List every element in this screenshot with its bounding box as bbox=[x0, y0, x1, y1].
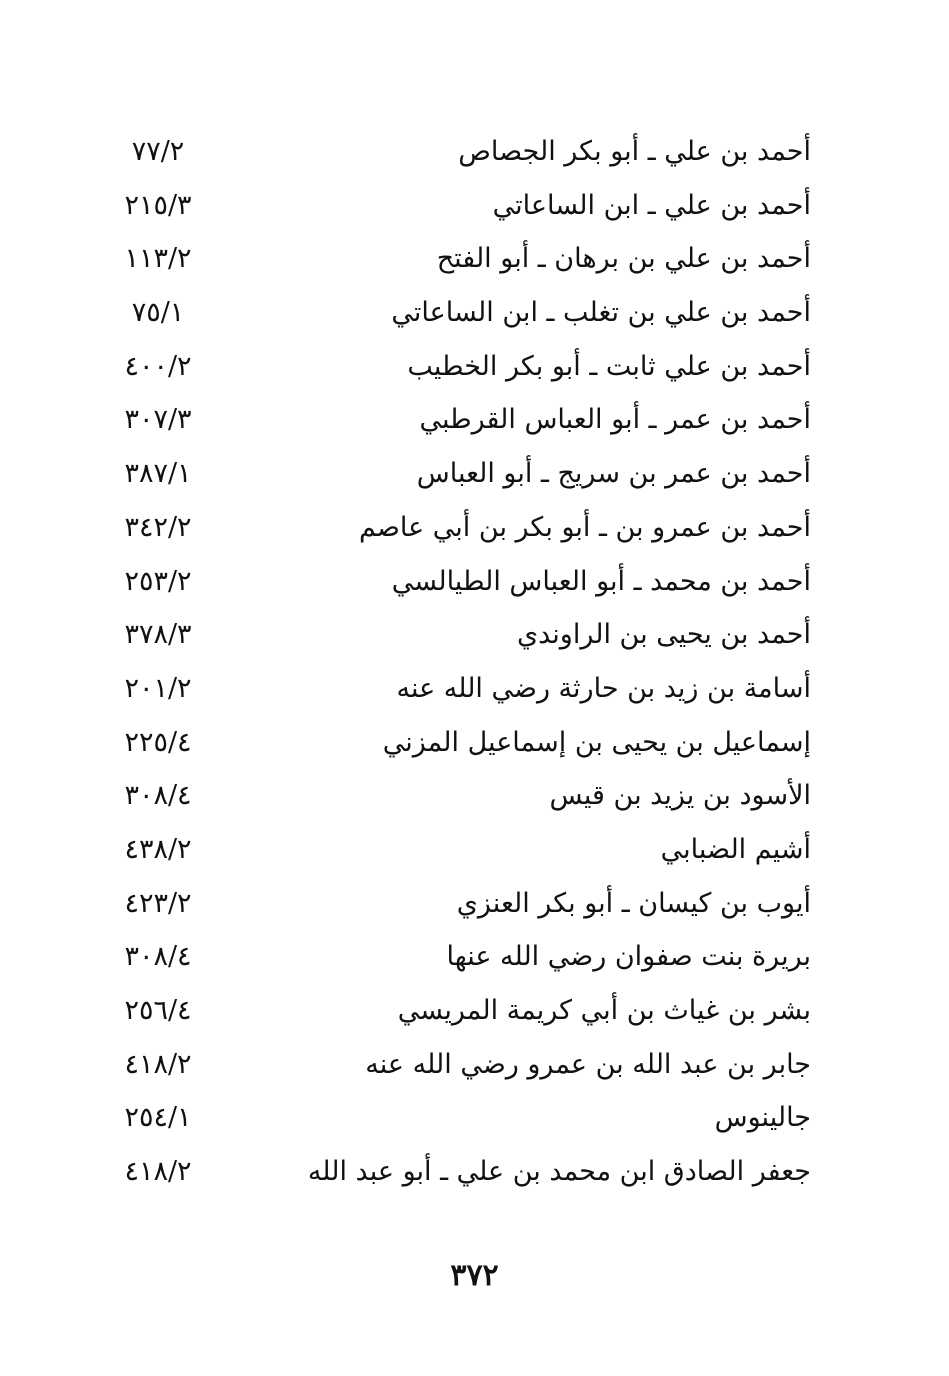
index-entries-list bbox=[0, 124, 949, 1198]
entry-reference: ٧٧/٢ bbox=[131, 136, 185, 167]
index-entry bbox=[0, 768, 949, 822]
entry-name: جابر بن عبد الله بن عمرو رضي الله عنه bbox=[365, 1048, 811, 1080]
entry-reference: ٢٥٦/٤ bbox=[124, 995, 192, 1026]
entry-reference: ٤١٨/٢ bbox=[124, 1048, 192, 1080]
entry-name: أحمد بن علي ـ أبو بكر الجصاص bbox=[458, 136, 811, 167]
entry-reference: ٣٠٧/٣ bbox=[124, 404, 192, 436]
index-entry bbox=[0, 124, 949, 178]
index-entry bbox=[0, 339, 949, 393]
index-entry bbox=[0, 1037, 949, 1091]
index-entry bbox=[0, 607, 949, 661]
entry-name: إسماعيل بن يحيى بن إسماعيل المزني bbox=[382, 726, 811, 758]
entry-name: بشر بن غياث بن أبي كريمة المريسي bbox=[397, 995, 811, 1026]
index-entry bbox=[0, 554, 949, 608]
entry-reference: ٤١٨/٢ bbox=[124, 1156, 192, 1188]
entry-name: أسامة بن زيد بن حارثة رضي الله عنه bbox=[396, 672, 811, 704]
entry-name: أحمد بن علي ثابت ـ أبو بكر الخطيب bbox=[407, 350, 811, 382]
index-entry bbox=[0, 876, 949, 930]
entry-reference: ٢٥٣/٢ bbox=[124, 565, 192, 597]
entry-name: جعفر الصادق ابن محمد بن علي ـ أبو عبد الله bbox=[307, 1156, 811, 1188]
entry-reference: ٢٠١/٢ bbox=[124, 672, 192, 704]
entry-name: جالينوس bbox=[714, 1102, 811, 1134]
page-number: ٣٧٢ bbox=[450, 1258, 499, 1293]
entry-name: أحمد بن يحيى بن الراوندي bbox=[516, 619, 811, 651]
entry-name: أحمد بن عمرو بن ـ أبو بكر بن أبي عاصم bbox=[358, 511, 811, 543]
index-entry bbox=[0, 285, 949, 339]
index-entry bbox=[0, 178, 949, 232]
index-entry bbox=[0, 715, 949, 769]
index-entry bbox=[0, 1144, 949, 1198]
index-entry bbox=[0, 392, 949, 446]
entry-reference: ٣٨٧/١ bbox=[124, 458, 192, 490]
entry-name: الأسود بن يزيد بن قيس bbox=[549, 780, 811, 812]
index-entry bbox=[0, 822, 949, 876]
index-entry bbox=[0, 231, 949, 285]
index-entry bbox=[0, 500, 949, 554]
entry-reference: ٤٣٨/٢ bbox=[124, 833, 192, 865]
entry-name: أشيم الضبابي bbox=[660, 833, 811, 865]
entry-reference: ٤٠٠/٢ bbox=[124, 350, 192, 382]
entry-name: أحمد بن عمر بن سريج ـ أبو العباس bbox=[416, 458, 811, 490]
entry-reference: ٣٤٢/٢ bbox=[124, 511, 192, 543]
entry-reference: ٣٠٨/٤ bbox=[124, 780, 192, 812]
entry-name: أحمد بن عمر ـ أبو العباس القرطبي bbox=[419, 404, 811, 436]
index-entry bbox=[0, 1090, 949, 1144]
entry-name: أحمد بن علي بن تغلب ـ ابن الساعاتي bbox=[391, 297, 811, 329]
index-entry bbox=[0, 983, 949, 1037]
index-entry bbox=[0, 661, 949, 715]
index-entry bbox=[0, 446, 949, 500]
entry-reference: ٤٢٣/٢ bbox=[124, 887, 192, 919]
entry-reference: ٢٢٥/٤ bbox=[124, 726, 192, 758]
entry-name: أحمد بن علي ـ ابن الساعاتي bbox=[492, 189, 811, 221]
entry-name: أحمد بن محمد ـ أبو العباس الطيالسي bbox=[391, 565, 811, 597]
entry-name: أحمد بن علي بن برهان ـ أبو الفتح bbox=[436, 243, 811, 275]
entry-name: بريرة بنت صفوان رضي الله عنها bbox=[446, 941, 811, 973]
index-entry bbox=[0, 929, 949, 983]
entry-reference: ٧٥/١ bbox=[131, 297, 185, 329]
entry-reference: ٢٥٤/١ bbox=[124, 1102, 192, 1134]
entry-reference: ٣٧٨/٣ bbox=[124, 619, 192, 651]
entry-reference: ١١٣/٢ bbox=[124, 243, 192, 275]
entry-reference: ٢١٥/٣ bbox=[124, 189, 192, 221]
entry-name: أيوب بن كيسان ـ أبو بكر العنزي bbox=[456, 887, 811, 919]
entry-reference: ٣٠٨/٤ bbox=[124, 941, 192, 973]
